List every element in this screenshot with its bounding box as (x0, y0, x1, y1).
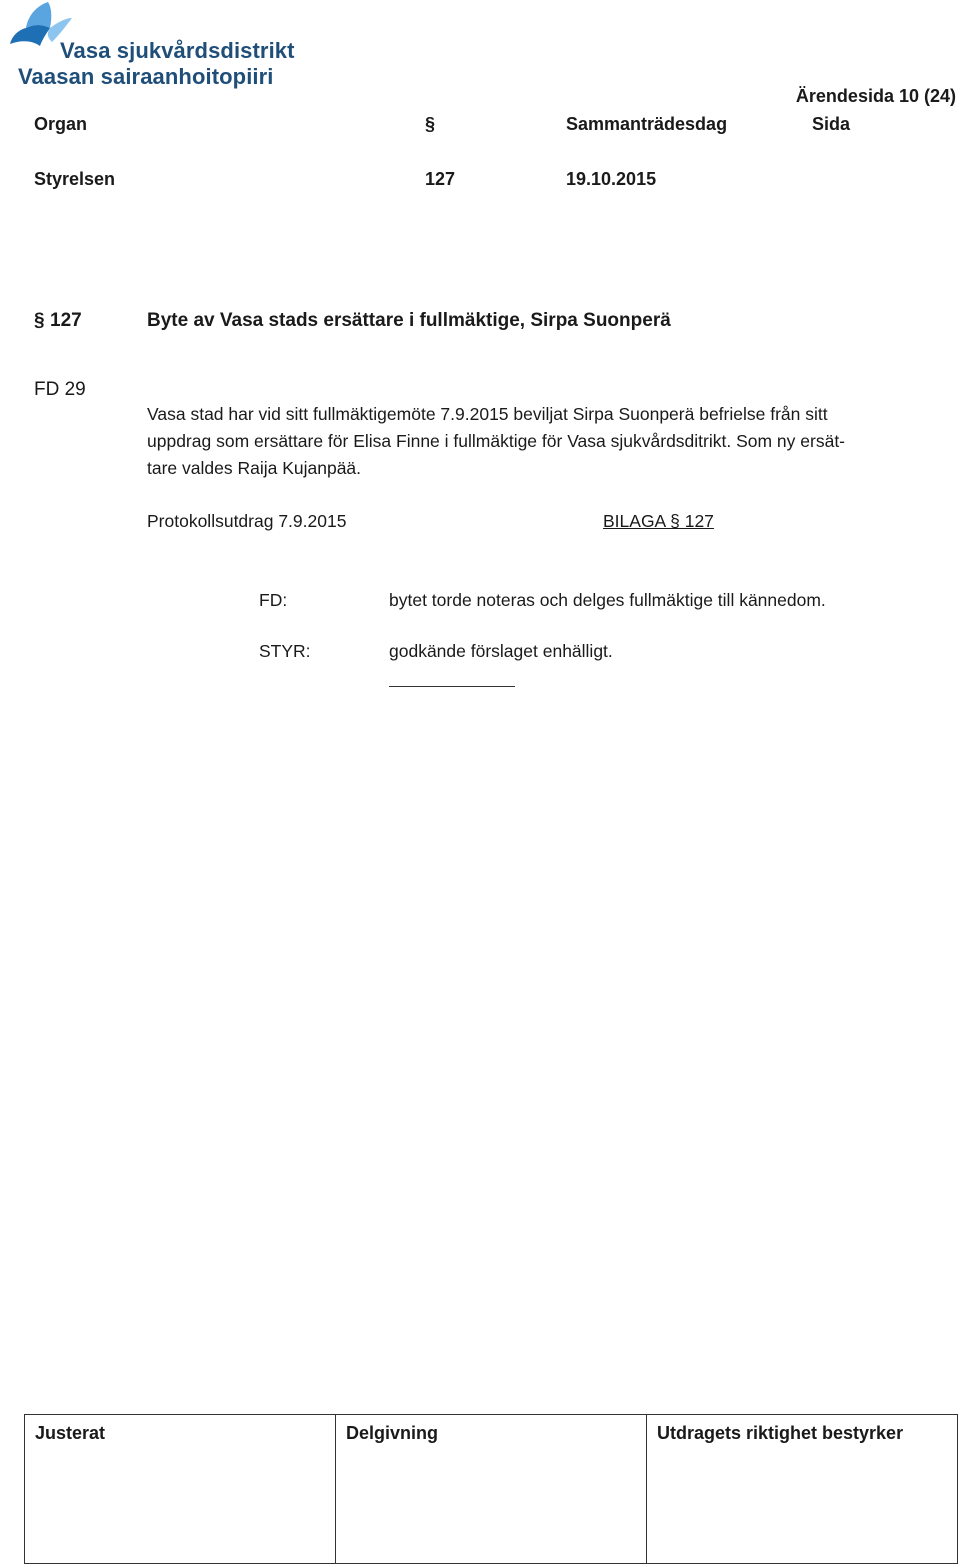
attachment-label: Protokollsutdrag 7.9.2015 (147, 511, 347, 531)
body-line: Vasa stad har vid sitt fullmäktigemöte 7.9.2015 beviljat Sirpa Suonperä befrielse från sitt (147, 404, 828, 424)
header-label-organ: Organ (34, 114, 88, 134)
footer-cell-delgivning: Delgivning (336, 1415, 647, 1564)
header-label-date: Sammanträdesdag (566, 114, 728, 134)
logo-name-fi: Vaasan sairaanhoitopiiri (18, 64, 274, 89)
decision-text-styr: godkände förslaget enhälligt. (389, 641, 613, 661)
header-label-paragraph: § (425, 114, 436, 134)
decision-label-fd: FD: (259, 590, 288, 610)
decision-text-fd: bytet torde noteras och delges fullmäktige till kännedom. (389, 590, 826, 610)
attachment-link[interactable]: BILAGA § 127 (603, 511, 714, 531)
page-counter: Ärendesida 10 (24) (795, 86, 956, 106)
decision-label-styr: STYR: (259, 641, 311, 661)
item-number: 127 (50, 310, 82, 331)
paragraph-value: 127 (425, 169, 456, 189)
logo-bird-shape-light (26, 2, 51, 28)
fd-reference: FD 29 (34, 379, 86, 400)
footer-cell-riktighet: Utdragets riktighet bestyrker (647, 1415, 958, 1564)
body-line: uppdrag som ersättare för Elisa Finne i fullmäktige för Vasa sjukvårdsditrikt. Som ny ersät- (147, 431, 846, 451)
organ-value: Styrelsen (34, 169, 116, 189)
separator-line (389, 686, 515, 687)
date-value: 19.10.2015 (566, 169, 657, 189)
body-line: tare valdes Raija Kujanpää. (147, 458, 362, 478)
logo-name-sv: Vasa sjukvårdsdistrikt (60, 38, 295, 63)
header-label-page: Sida (812, 114, 851, 134)
footer-cell-justerat: Justerat (25, 1415, 336, 1564)
item-body (147, 401, 959, 482)
signature-table (24, 1414, 958, 1564)
item-section-sign: § (34, 310, 45, 331)
logo-bird-shape-dark (10, 25, 50, 46)
item-title: Byte av Vasa stads ersättare i fullmäktige, Sirpa Suonperä (147, 310, 671, 331)
